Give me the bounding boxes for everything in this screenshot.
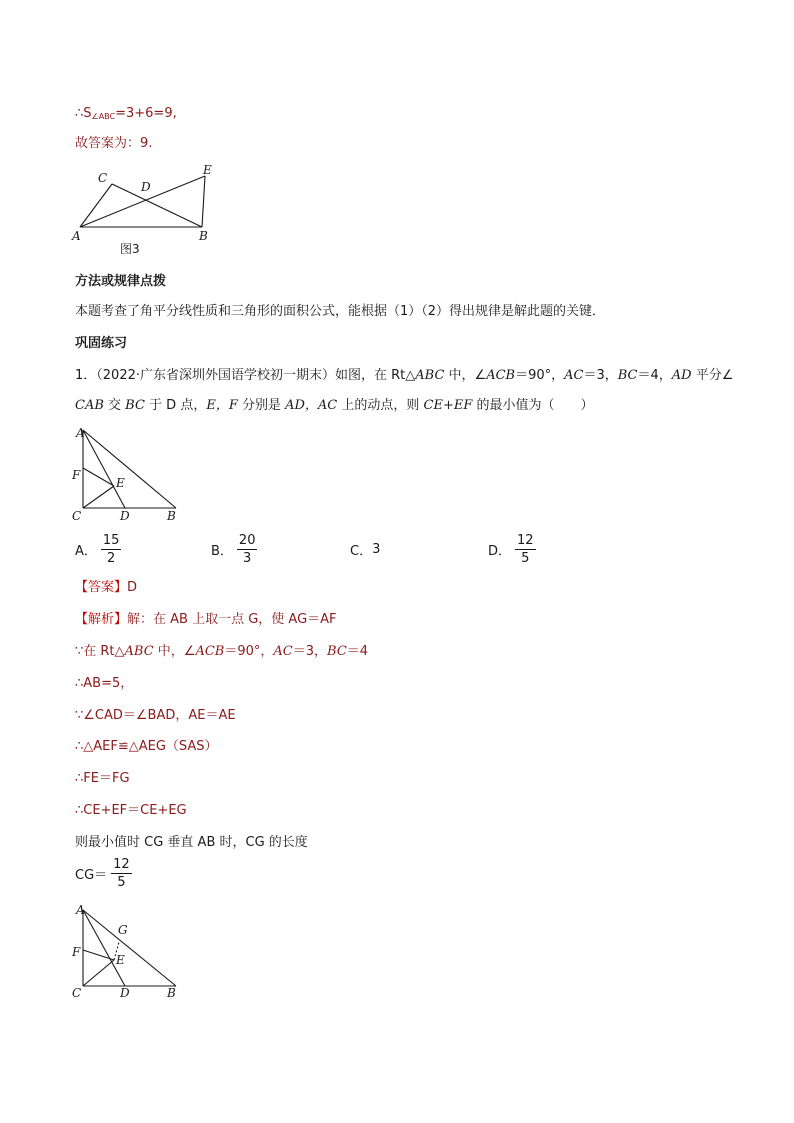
analysis-step-2: ∴AB=5，: [75, 676, 134, 691]
a-math: ACB: [195, 644, 225, 659]
method-text: 本题考查了角平分线性质和三角形的面积公式，能根据（1）（2）得出规律是解此题的关键．: [75, 304, 606, 319]
q-text: 中，∠: [444, 368, 487, 383]
fig2-label-c: C: [72, 986, 82, 1000]
area-result-line: [75, 104, 177, 127]
cg-fraction: [111, 856, 132, 891]
q-math: AD: [671, 368, 692, 383]
option-b-num: 20: [238, 533, 256, 548]
q-text: 上的动点，则: [337, 398, 424, 413]
cg-num: 12: [113, 857, 130, 872]
fig1-label-e: E: [116, 476, 125, 490]
q-text: 平分∠: [691, 368, 734, 383]
analysis-intro-line: [75, 610, 337, 630]
q-math: E，F: [206, 398, 238, 413]
fig2-label-d: D: [120, 986, 130, 1000]
a-text: ＝90°，: [224, 644, 274, 659]
option-d-label: D．: [488, 544, 512, 559]
fig1-label-b: B: [167, 509, 176, 523]
question-line-2: [75, 396, 594, 416]
option-a[interactable]: [75, 532, 121, 567]
option-d-den: 5: [521, 551, 530, 566]
fig3-caption: 图3: [120, 242, 140, 256]
q-math: AD，AC: [285, 398, 338, 413]
area-prefix: ∴S: [75, 106, 92, 121]
option-a-den: 2: [107, 551, 116, 566]
analysis-step-1: [75, 642, 368, 662]
q-math: CAB: [75, 398, 104, 413]
q-text: 如图，在 Rt△: [335, 368, 416, 383]
q-math: AC: [564, 368, 584, 383]
practice-heading: 巩固练习: [75, 336, 128, 351]
a-math: ABC: [124, 644, 154, 659]
fig2-label-f: F: [72, 945, 81, 959]
q-math: CE+EF: [423, 398, 473, 413]
a-math: AC: [273, 644, 293, 659]
option-b-den: 3: [243, 551, 252, 566]
a-text: ∵在 Rt△: [75, 644, 125, 659]
cg-label: CG＝: [75, 868, 108, 883]
analysis-step-4: ∴△AEF≌△AEG（SAS）: [75, 739, 218, 754]
q-text: 于 D 点，: [144, 398, 207, 413]
analysis-step-7: 则最小值时 CG 垂直 AB 时，CG 的长度: [75, 835, 308, 850]
a-text: ＝4: [346, 644, 369, 659]
area-rest: =3+6=9,: [115, 106, 177, 121]
option-b-fraction: [237, 532, 258, 567]
answer-line: 故答案为：9.: [75, 136, 153, 151]
option-c[interactable]: [350, 540, 380, 559]
q-text: ＝4，: [637, 368, 672, 383]
option-b[interactable]: [211, 532, 257, 567]
q-text: 交: [103, 398, 126, 413]
cg-result: [75, 856, 132, 891]
option-a-fraction: [101, 532, 122, 567]
q-math: ACB: [486, 368, 516, 383]
q-math: BC: [617, 368, 638, 383]
analysis-tag: 【解析】: [75, 612, 128, 627]
option-a-label: A．: [75, 544, 97, 559]
option-c-text: 3: [372, 542, 381, 557]
fig3-label-e: E: [203, 163, 212, 177]
answer-tag: 【答案】: [75, 580, 128, 595]
q-text: ＝3，: [583, 368, 618, 383]
fig2-label-e: E: [116, 953, 125, 967]
figure-solution: [68, 898, 188, 1004]
option-a-num: 15: [102, 533, 120, 548]
fig2-label-b: B: [167, 986, 176, 1000]
answer-value: D: [127, 580, 138, 595]
analysis-step-6: ∴CE+EF＝CE+EG: [75, 803, 187, 818]
analysis-step-5: ∴FE＝FG: [75, 771, 130, 786]
q-text: 分别是: [237, 398, 286, 413]
q-math: BC: [125, 398, 145, 413]
analysis-step-3: ∵∠CAD＝∠BAD，AE＝AE: [75, 708, 236, 723]
option-d-fraction: [515, 532, 536, 567]
fig1-label-f: F: [72, 468, 81, 482]
area-subscript: ∠ABC: [91, 112, 116, 121]
q-math: ABC: [415, 368, 445, 383]
fig2-label-g: G: [118, 923, 128, 937]
question-line-1: [75, 366, 733, 386]
option-d[interactable]: [488, 532, 536, 567]
question-source: （2022·广东省深圳外国语学校初一期末）: [96, 368, 335, 383]
figure-3: [68, 160, 228, 260]
a-text: ＝3，: [292, 644, 328, 659]
question-number: 1．: [75, 368, 97, 383]
fig1-label-a: A: [76, 426, 85, 440]
cg-den: 5: [117, 875, 126, 890]
fig3-label-c: C: [98, 171, 108, 185]
answer-block: [75, 578, 137, 598]
option-c-label: C．: [350, 544, 373, 559]
q-text: 的最小值为（ ）: [472, 398, 594, 413]
option-d-num: 12: [517, 533, 534, 548]
fig3-label-b: B: [199, 229, 208, 243]
method-heading: 方法或规律点拨: [75, 274, 167, 289]
analysis-intro: 解：在 AB 上取一点 G，使 AG＝AF: [127, 612, 337, 627]
q-text: ＝90°，: [515, 368, 565, 383]
fig1-label-d: D: [120, 509, 130, 523]
fig3-label-d: D: [141, 180, 151, 194]
option-b-label: B．: [211, 544, 233, 559]
fig2-label-a: A: [76, 903, 85, 917]
fig3-label-a: A: [72, 229, 81, 243]
a-math: BC: [327, 644, 347, 659]
fig1-label-c: C: [72, 509, 82, 523]
a-text: 中，∠: [153, 644, 196, 659]
figure-question: [68, 422, 188, 526]
